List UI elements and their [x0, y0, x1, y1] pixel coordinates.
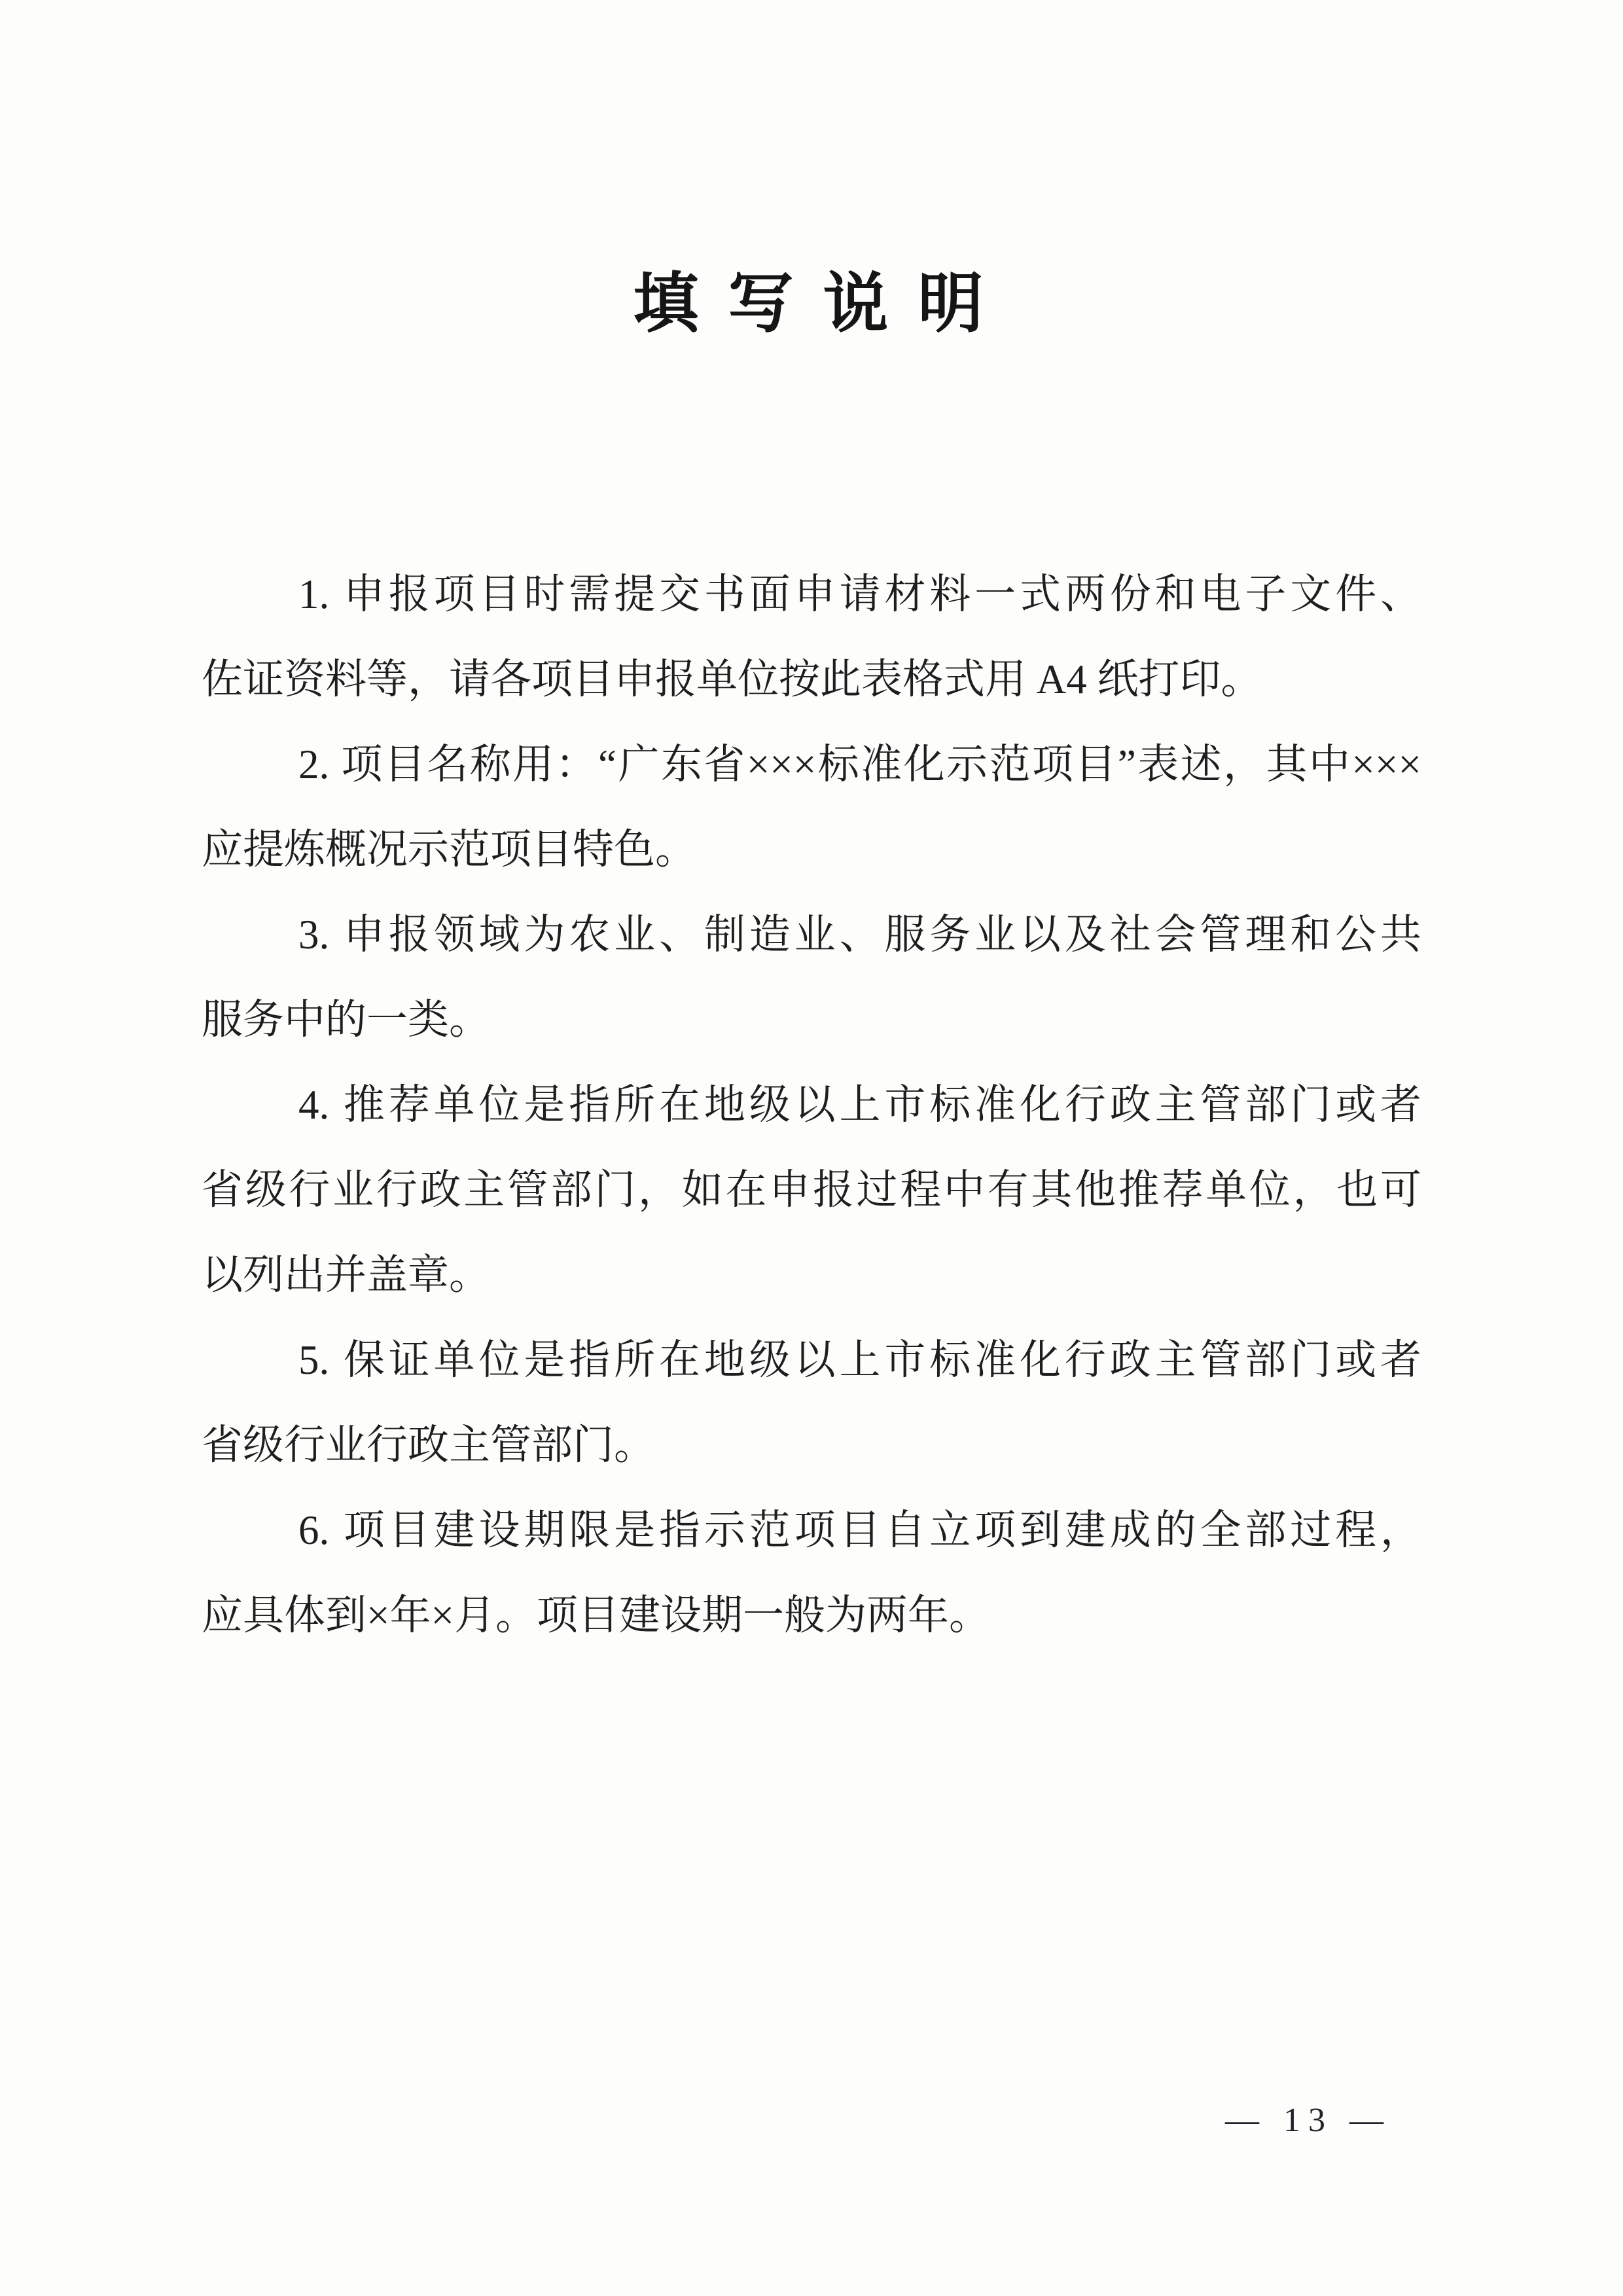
instruction-line: 2. 项目名称用：“广东省×××标准化示范项目”表述，其中××× [298, 742, 1421, 787]
instruction-line: 1. 申报项目时需提交书面申请材料一式两份和电子文件、 [298, 571, 1421, 617]
instruction-line: 6. 项目建设期限是指示范项目自立项到建成的全部过程， [298, 1507, 1421, 1553]
instruction-item-5 [202, 1318, 1421, 1488]
page-title: 填 写 说 明 [633, 268, 990, 340]
instruction-line: 应提炼概况示范项目特色。 [202, 827, 696, 872]
instruction-item-4 [202, 1062, 1421, 1318]
instruction-line: 5. 保证单位是指所在地级以上市标准化行政主管部门或者 [298, 1337, 1421, 1383]
instruction-line: 佐证资料等，请各项目申报单位按此表格式用 A4 纸打印。 [202, 656, 1262, 702]
instruction-line: 省级行业行政主管部门，如在申报过程中有其他推荐单位，也可 [202, 1167, 1421, 1213]
instruction-line: 省级行业行政主管部门。 [202, 1422, 655, 1468]
instruction-item-1 [202, 552, 1421, 722]
instruction-line: 应具体到×年×月。项目建设期一般为两年。 [202, 1592, 991, 1638]
instructions-list [202, 552, 1421, 1658]
page-number: — 13 — [1225, 2102, 1391, 2139]
instruction-item-2 [202, 722, 1421, 892]
instruction-line: 服务中的一类。 [202, 997, 490, 1043]
instruction-item-3 [202, 892, 1421, 1062]
instruction-item-6 [202, 1488, 1421, 1658]
instruction-line: 3. 申报领域为农业、制造业、服务业以及社会管理和公共 [298, 912, 1421, 958]
instruction-line: 4. 推荐单位是指所在地级以上市标准化行政主管部门或者 [298, 1082, 1421, 1128]
instruction-line: 以列出并盖章。 [202, 1252, 490, 1298]
